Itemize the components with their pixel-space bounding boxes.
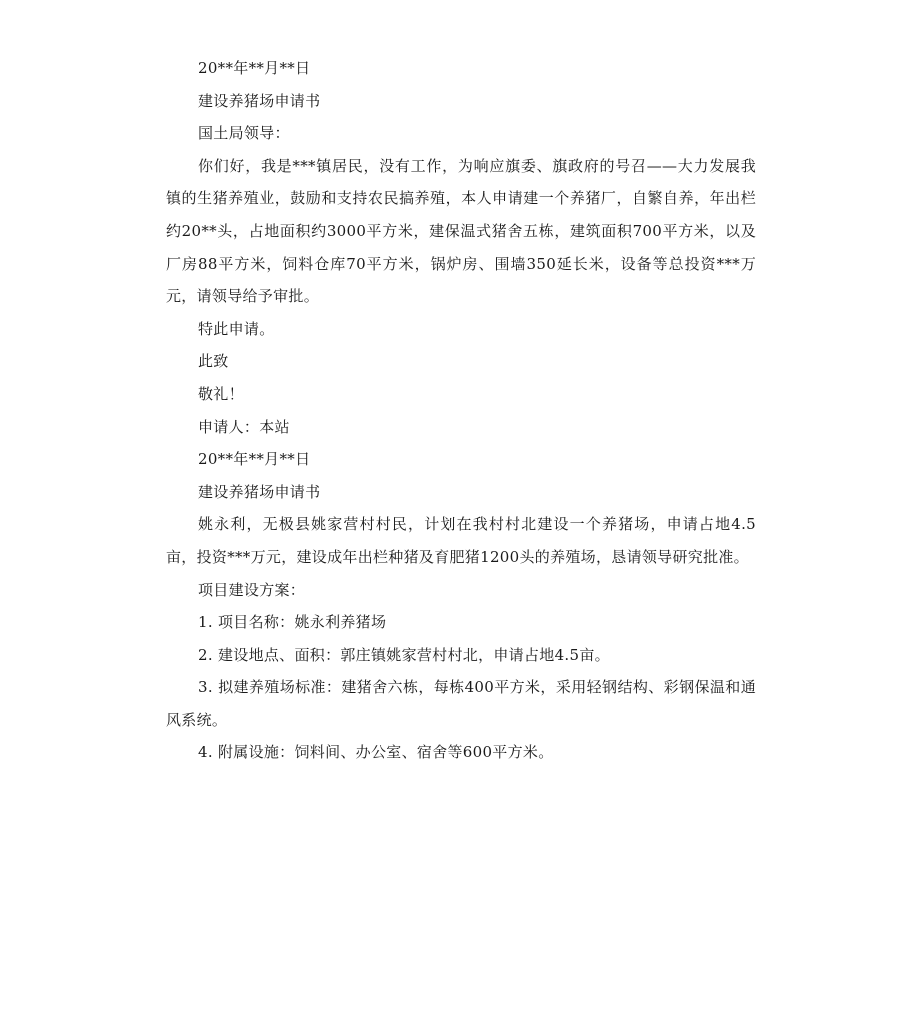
date-line: 20**年**月**日: [198, 59, 311, 77]
closing-request: 特此申请。: [198, 319, 275, 338]
list-item: 2. 建设地点、面积：郭庄镇姚家营村村北，申请占地4.5亩。: [198, 645, 610, 664]
body-paragraph: 姚永利，无极县姚家营村村民，计划在我村村北建设一个养猪场，申请占地4.5亩，投资***万元，建设成年出栏种猪及育肥猪1200头的养殖场，恳请领导研究批准。: [166, 515, 756, 566]
document-title: 建设养猪场申请书: [198, 482, 321, 501]
list-item: 4. 附属设施：饲料间、办公室、宿舍等600平方米。: [198, 743, 554, 762]
section-heading: 项目建设方案：: [198, 580, 306, 599]
closing-salute: 敬礼！: [198, 384, 244, 403]
document-title: 建设养猪场申请书: [198, 91, 321, 110]
list-item: 3. 拟建养殖场标准：建猪舍六栋，每栋400平方米，采用轻钢结构、彩钢保温和通风系统。: [166, 678, 756, 729]
date-line: 20**年**月**日: [198, 450, 311, 469]
body-paragraph: 你们好，我是***镇居民，没有工作，为响应旗委、旗政府的号召——大力发展我镇的生猪养殖业，鼓励和支持农民搞养殖，本人申请建一个养猪厂，自繁自养，年出栏约20**头，占地面积约3000平方米，建保温式猪舍五栋，建筑面积700平方米，以及厂房88平方米，饲料仓库70平方米，锅炉房、围墙350延长米，设备等总投资***万元，请领导给予审批。: [166, 156, 756, 306]
salutation: 国土局领导：: [198, 124, 290, 143]
applicant-line: 申请人：本站: [198, 417, 290, 436]
list-item: 1. 项目名称：姚永利养猪场: [198, 613, 387, 632]
closing-greeting: 此致: [198, 352, 229, 371]
document-body: [166, 52, 756, 769]
